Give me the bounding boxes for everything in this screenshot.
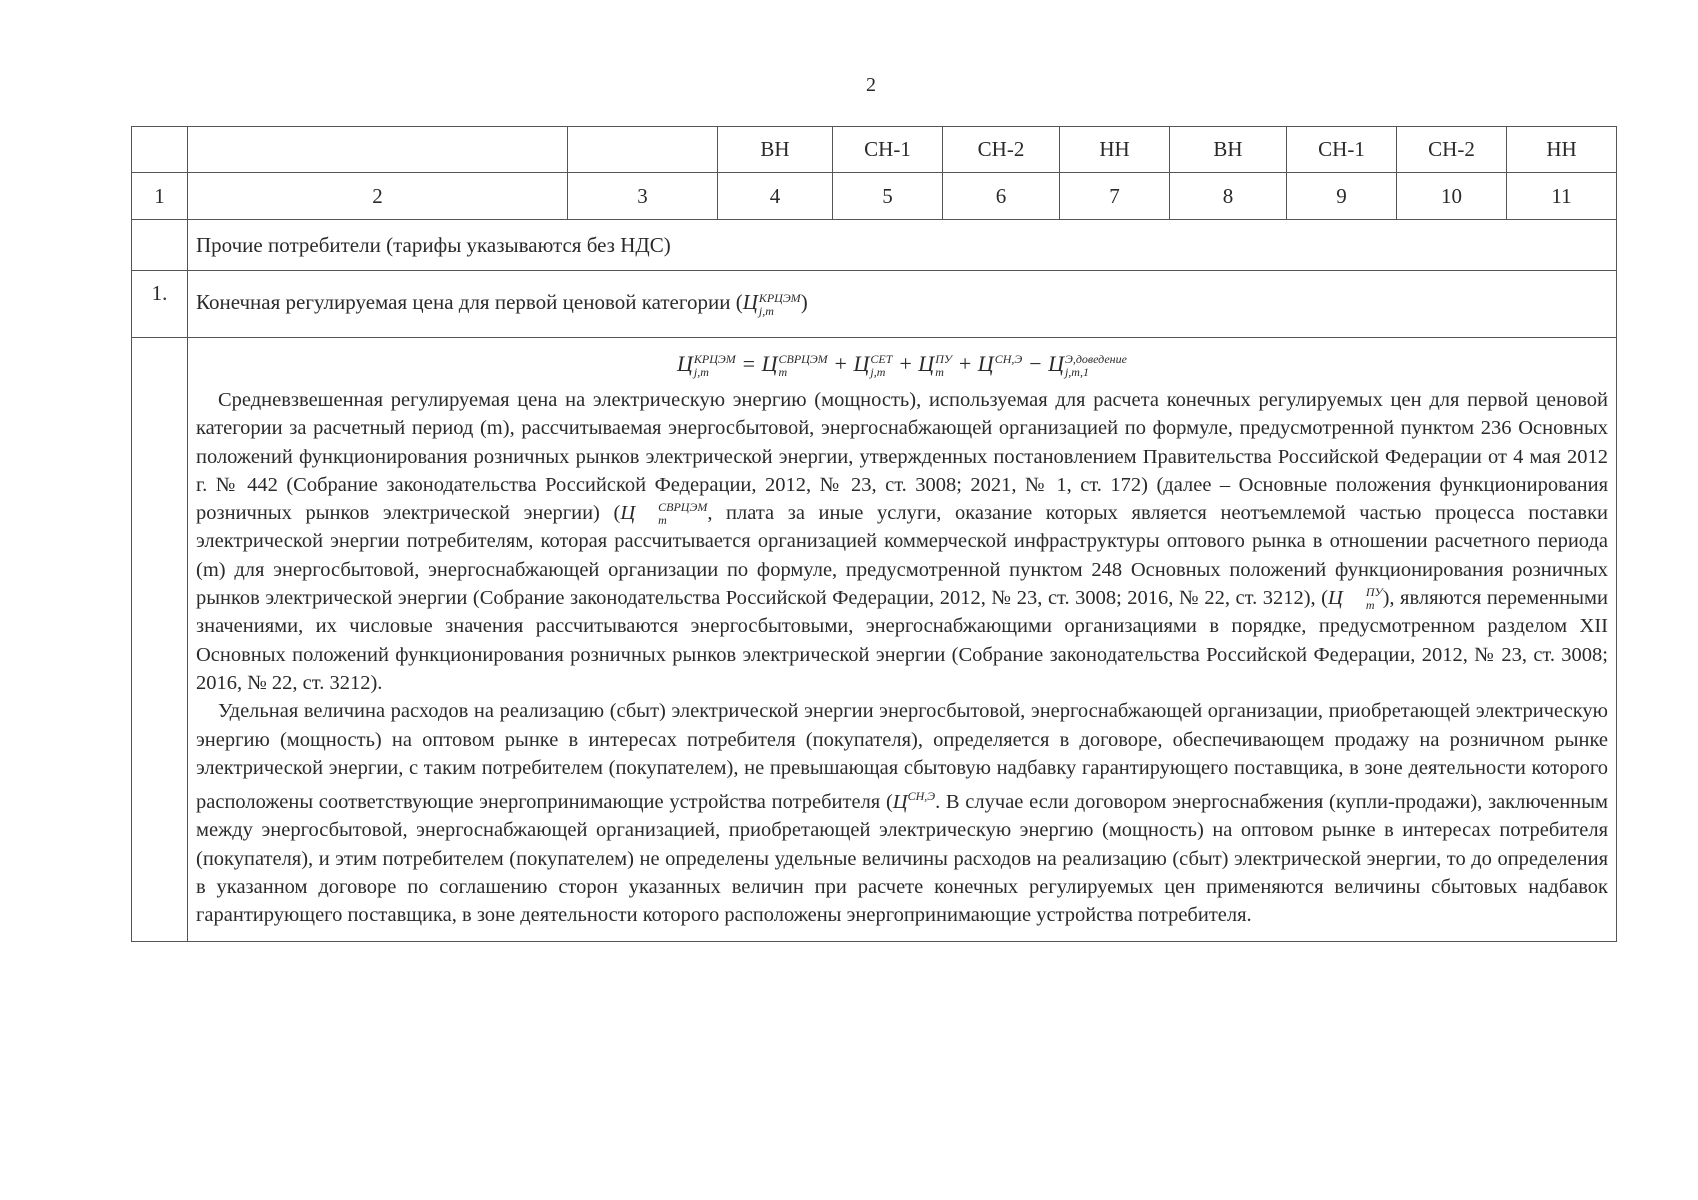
header-cell bbox=[188, 127, 568, 173]
header-cell: СН-1 bbox=[833, 127, 943, 173]
paragraph-weighted-price: Средневзвешенная регулируемая цена на электрическую энергию (мощность), используемая для расчета конечных регулируемых цен для первой ценовой категории за расчетный период (m), рассчитываемая энергосбытовой, энергоснабжающей организацией по формуле, предусмотренной пунктом 236 Основных положений функционирования розничных рынков электрической энергии, утвержденных постановлением Правительства Российской Федерации от 4 мая 2012 г. № 442 (Собрание законодательства Российской Федерации, 2012, № 23, ст. 3008; 2021, № 1, ст. 172) (далее – Основные положения функционирования розничных рынков электрической энергии) (Ц СВРЦЭМ m , плата за иные услуги, оказание которых является неотъемлемой частью процесса поставки электрической энергии потребителям, которая рассчитывается организацией коммерческой инфраструктуры оптового рынка в отношении расчетного периода (m) для энергосбытовой, энергоснабжающей организации по формуле, предусмотренной пунктом 248 Основных положений функционирования розничных рынков электрической энергии (Собрание законодательства Российской Федерации, 2012, № 23, ст. 3008; 2016, № 22, ст. 3212), (Ц ПУ m ), являются переменными значениями, их числовые значения рассчитываются энергосбытовыми, энергоснабжающими организациями в порядке, предусмотренном разделом XII Основных положений функционирования розничных рынков электрической энергии (Собрание законодательства Российской Федерации, 2012, № 23, ст. 3008; 2016, № 22, ст. 3212). bbox=[196, 389, 1608, 694]
category-row bbox=[132, 271, 1617, 338]
header-cell: СН-2 bbox=[943, 127, 1060, 173]
header-row bbox=[132, 127, 1617, 173]
paragraph-sales-costs: Удельная величина расходов на реализацию (сбыт) электрической энергии энергосбытовой, энергоснабжающей организации, приобретающей электрическую энергию (мощность) на оптовом рынке в интересах потребителя (покупателя), определяется в договоре, обеспечивающем продажу на розничном рынке электрической энергии, с таким потребителем (покупателем), не превышающая сбытовую надбавку гарантирующего поставщика, в зоне деятельности которого расположены соответствующие энергопринимающие устройства потребителя ($Ц^{СН,Э}$. В случае если договором энергоснабжения (купли-продажи), заключенным между энергосбытовой, энергоснабжающей организацией, приобретающей электрическую энергию (мощность) на оптовом рынке в интересах потребителя (покупателя), и этим потребителем (покупателем) не определены удельные величины расходов на реализацию (сбыт) электрической энергии, то до определения в указанном договоре по соглашению сторон указанных величин при расчете конечных регулируемых цен применяются величины сбытовых надбавок гарантирующего поставщика, в зоне деятельности которого расположены энергопринимающие устройства потребителя. bbox=[196, 700, 1608, 927]
empty-cell bbox=[132, 220, 188, 271]
column-number: 7 bbox=[1060, 173, 1170, 220]
section-title: Прочие потребители (тарифы указываются без НДС) bbox=[188, 220, 1617, 271]
column-number: 4 bbox=[718, 173, 833, 220]
column-number: 2 bbox=[188, 173, 568, 220]
column-number: 9 bbox=[1287, 173, 1397, 220]
column-number: 1 bbox=[132, 173, 188, 220]
page-number: 2 bbox=[866, 74, 876, 96]
header-cell bbox=[568, 127, 718, 173]
column-number: 3 bbox=[568, 173, 718, 220]
item-title: Конечная регулируемая цена для первой ценовой категории (Ц КРЦЭМ j,m ) bbox=[188, 271, 1617, 338]
header-cell bbox=[132, 127, 188, 173]
item-number: 1. bbox=[132, 271, 188, 338]
body-row bbox=[132, 338, 1617, 942]
empty-cell bbox=[132, 338, 188, 942]
column-number: 8 bbox=[1170, 173, 1287, 220]
column-number-row bbox=[132, 173, 1617, 220]
price-formula: Ц КРЦЭМ j,m = Ц СВРЦЭМ m + Ц СЕТ j,m + Ц ПУ m + Ц СН,Э − Ц Э,доведение j,m,1 bbox=[677, 351, 1127, 379]
column-number: 10 bbox=[1397, 173, 1507, 220]
description-cell bbox=[188, 338, 1617, 942]
column-number: 11 bbox=[1507, 173, 1617, 220]
header-cell: НН bbox=[1507, 127, 1617, 173]
section-row bbox=[132, 220, 1617, 271]
header-cell: СН-1 bbox=[1287, 127, 1397, 173]
column-number: 5 bbox=[833, 173, 943, 220]
item-title-text: Конечная регулируемая цена для первой ценовой категории ( bbox=[196, 290, 743, 315]
column-number: 6 bbox=[943, 173, 1060, 220]
header-cell: СН-2 bbox=[1397, 127, 1507, 173]
header-cell: ВН bbox=[718, 127, 833, 173]
header-cell: НН bbox=[1060, 127, 1170, 173]
tariff-table bbox=[131, 126, 1617, 942]
header-cell: ВН bbox=[1170, 127, 1287, 173]
